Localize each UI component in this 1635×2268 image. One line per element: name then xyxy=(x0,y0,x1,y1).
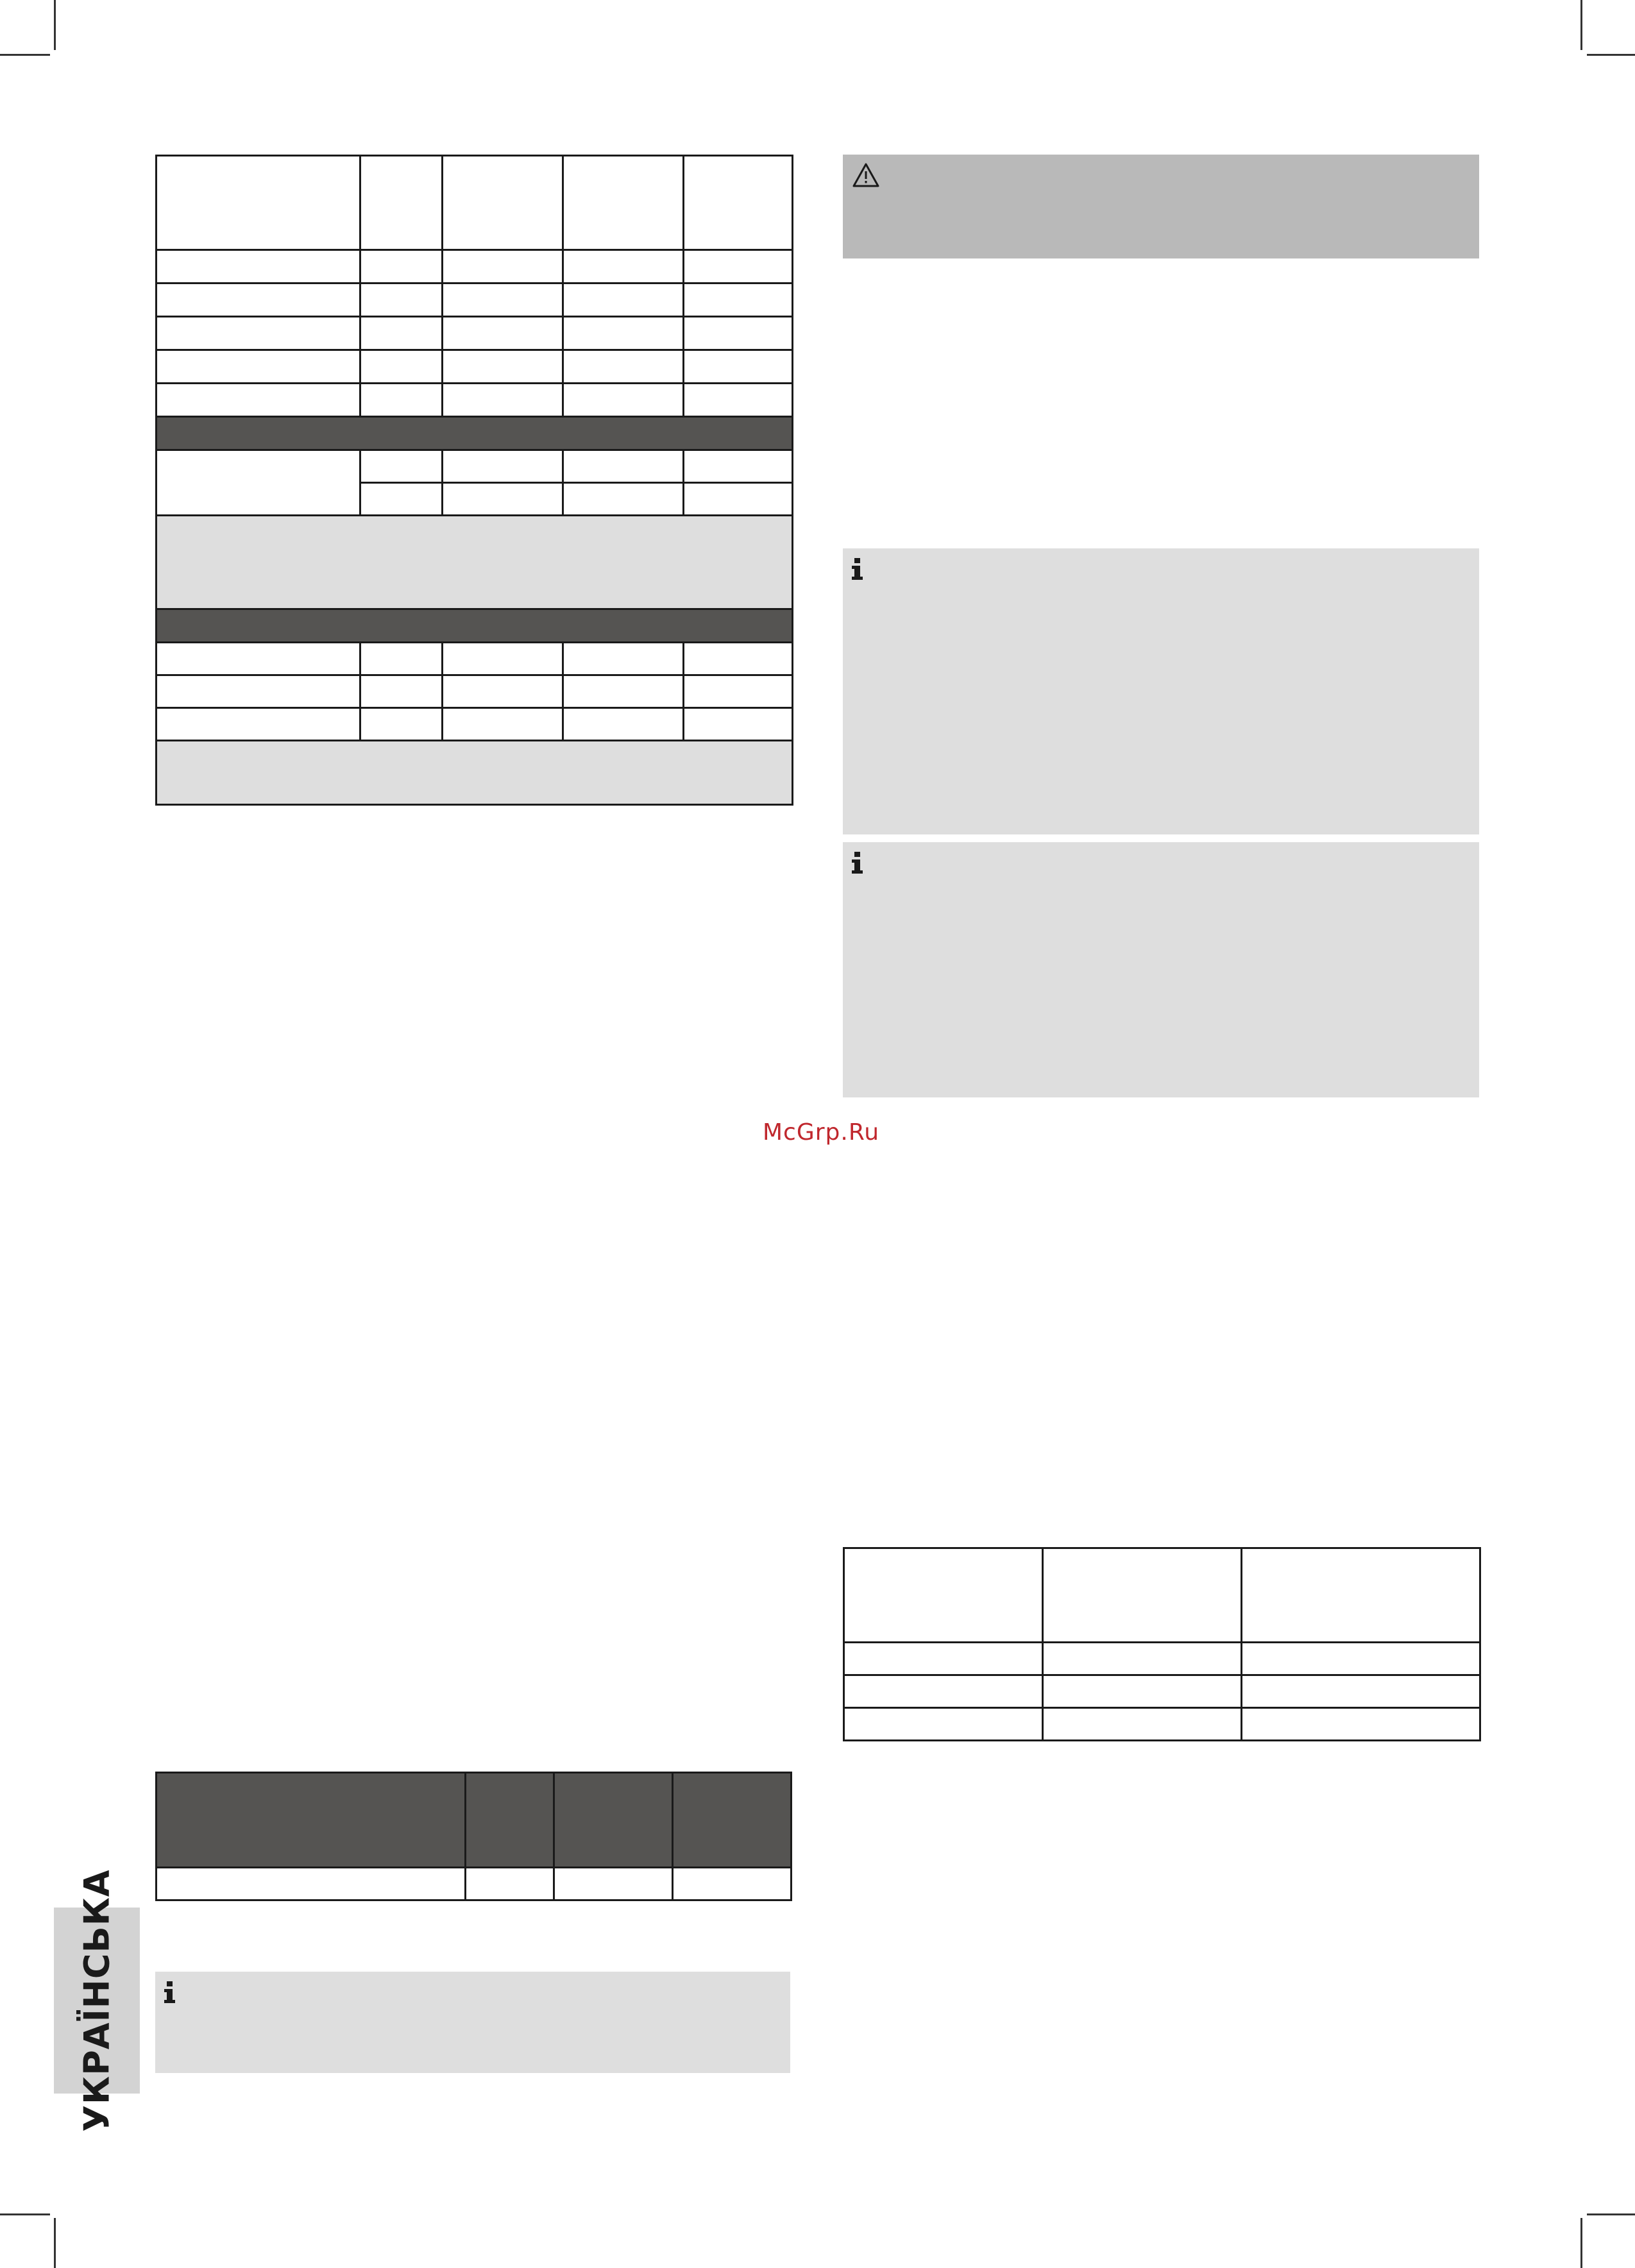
table-header-row xyxy=(157,1773,792,1868)
table-row xyxy=(157,708,793,741)
crop-mark xyxy=(0,2213,50,2215)
info-box xyxy=(155,1972,790,2073)
info-icon xyxy=(163,1981,177,2004)
info-box xyxy=(843,548,1479,834)
table-header-row xyxy=(844,1548,1480,1643)
table-row xyxy=(157,643,793,675)
watermark: McGrp.Ru xyxy=(762,1119,880,1146)
section-header-row xyxy=(157,417,793,450)
table-row xyxy=(157,675,793,708)
crop-mark xyxy=(1587,2213,1635,2215)
warning-box xyxy=(843,155,1479,258)
crop-mark xyxy=(54,2218,56,2268)
section-header-row xyxy=(157,609,793,643)
settings-table-3 xyxy=(843,1547,1481,1741)
table-row xyxy=(157,317,793,350)
crop-mark xyxy=(1580,0,1582,50)
table-row xyxy=(844,1708,1480,1741)
settings-table-1 xyxy=(155,155,793,806)
crop-mark xyxy=(1580,2218,1582,2268)
crop-mark xyxy=(54,0,56,50)
table-row xyxy=(844,1675,1480,1708)
table-row xyxy=(157,250,793,284)
table-row xyxy=(157,450,793,483)
language-tab-label: УКРАЇНСЬКА xyxy=(76,1869,117,2132)
table-row xyxy=(157,384,793,417)
crop-mark xyxy=(1587,54,1635,56)
info-box xyxy=(843,842,1479,1097)
settings-table-2 xyxy=(155,1772,792,1901)
table-note-row xyxy=(157,516,793,609)
table-row xyxy=(157,1868,792,1900)
info-icon xyxy=(851,557,865,580)
table-header-row xyxy=(157,156,793,250)
warning-triangle-icon xyxy=(852,162,880,188)
info-icon xyxy=(851,851,865,874)
table-row xyxy=(157,350,793,384)
crop-mark xyxy=(0,54,50,56)
table-row xyxy=(157,284,793,317)
table-note-row xyxy=(157,741,793,805)
table-row xyxy=(844,1643,1480,1675)
